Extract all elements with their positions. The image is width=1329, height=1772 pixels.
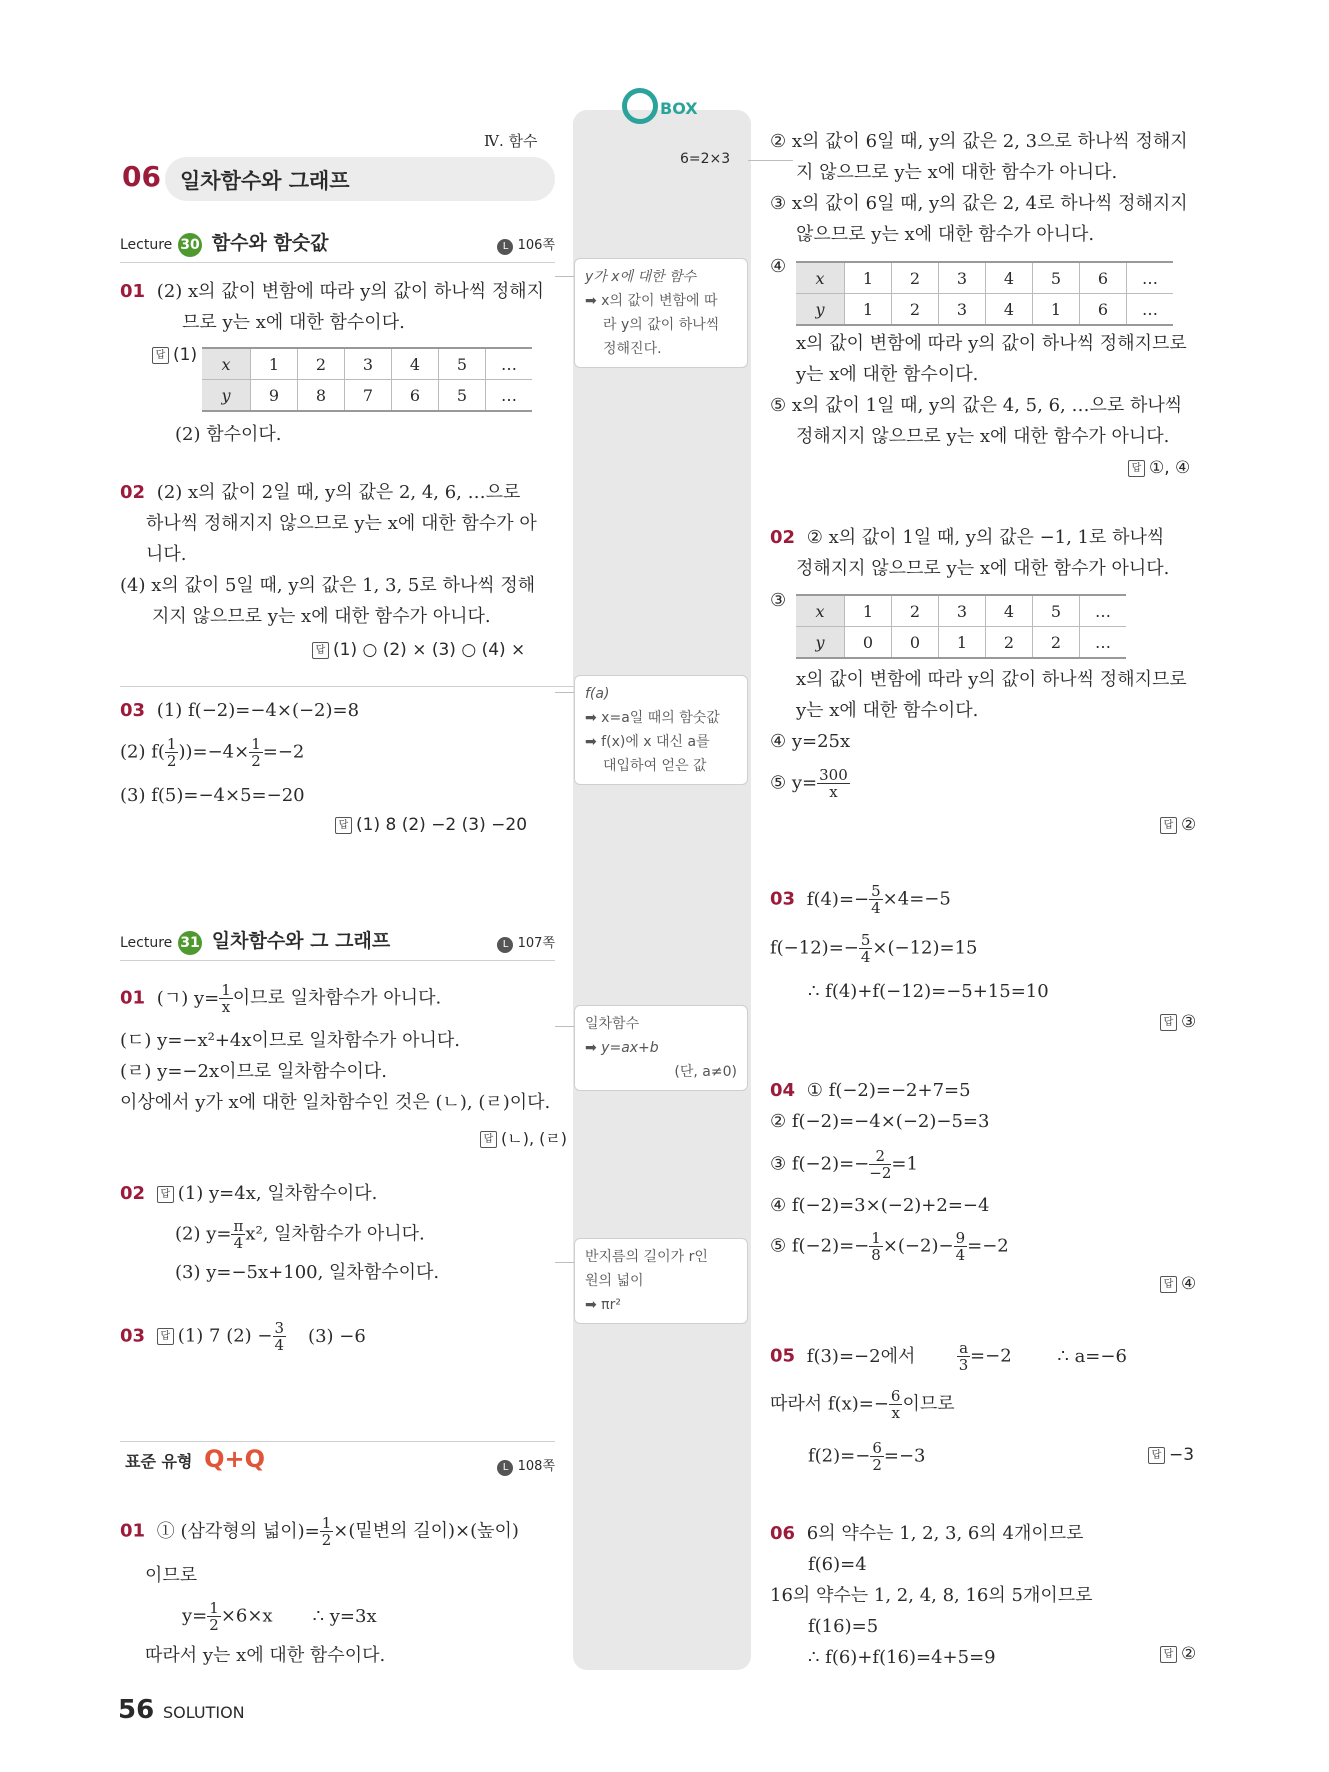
text-part: 이므로 일차함수가 아니다. <box>232 987 442 1009</box>
numerator: a <box>959 1339 969 1357</box>
cell: y <box>796 627 845 659</box>
text-line: f(16)=5 <box>808 1616 879 1637</box>
text-part: (3) −6 <box>308 1325 366 1347</box>
cell: 0 <box>892 627 939 659</box>
l31-q02 <box>120 1178 377 1209</box>
r-q05-2 <box>770 1388 955 1421</box>
answer <box>1148 1445 1194 1465</box>
text-part: 이므로 <box>902 1393 955 1415</box>
text-part: (2) f( <box>120 741 165 763</box>
cell: 3 <box>345 348 392 380</box>
cell: 8 <box>298 380 345 412</box>
q-number: 01 <box>120 281 146 302</box>
r-q04 <box>770 1075 989 1137</box>
lecture31-header <box>120 926 555 961</box>
table-row <box>796 595 1126 627</box>
std-q01-eq <box>182 1600 377 1633</box>
text-line: (ㄹ) y=−2x이므로 일차함수이다. <box>120 1061 388 1082</box>
footer-label: SOLUTION <box>163 1703 245 1722</box>
std-logo: Q+Q <box>204 1445 266 1473</box>
q-number: 06 <box>770 1523 796 1544</box>
text-line: 정해지지 않으므로 y는 x에 대한 함수가 아니다. <box>796 558 1170 579</box>
cell: 1 <box>845 294 892 326</box>
cell: 1 <box>1033 294 1080 326</box>
fraction <box>869 1230 883 1263</box>
numerator: 1 <box>221 981 231 999</box>
qbox-factor: 6=2×3 <box>680 151 731 167</box>
cell: 2 <box>986 627 1033 659</box>
cell: 5 <box>439 348 486 380</box>
answer <box>1160 1644 1196 1664</box>
table-row <box>202 380 532 412</box>
r-q04-5 <box>770 1230 1009 1263</box>
text-part: f(4)=− <box>806 888 870 910</box>
leader-line <box>555 276 575 277</box>
answer-text: (1) <box>173 345 198 365</box>
l30-q01 <box>120 276 560 338</box>
text-line: ① f(−2)=−2+7=5 <box>806 1080 971 1101</box>
numerator: 1 <box>321 1514 332 1532</box>
text-part: ③ f(−2)=− <box>770 1153 870 1175</box>
standard-type-header <box>125 1445 555 1481</box>
answer-icon: 답 <box>312 642 329 659</box>
lecture-number: 30 <box>178 233 202 257</box>
memo-line: 라 y의 값이 하나씩 <box>603 317 720 333</box>
r-q02 <box>770 522 1169 584</box>
q-number: 02 <box>770 527 796 548</box>
r-q03-2 <box>770 932 978 965</box>
answer <box>335 815 527 835</box>
cell: x <box>796 595 845 627</box>
text-line: 지지 않으므로 y는 x에 대한 함수가 아니다. <box>152 606 491 627</box>
cell: 1 <box>845 262 892 294</box>
item-marker: ④ <box>770 256 787 277</box>
text-line: ∴ f(4)+f(−12)=−5+15=10 <box>808 981 1049 1002</box>
text-line: 이상에서 y가 x에 대한 일차함수인 것은 (ㄴ), (ㄹ)이다. <box>120 1092 551 1113</box>
text-part: =−2 <box>970 1345 1012 1367</box>
leader-line <box>555 1262 575 1263</box>
text-line: 정해지지 않으므로 y는 x에 대한 함수가 아니다. <box>796 426 1170 447</box>
lecture-number: 31 <box>178 931 202 955</box>
text-part: ① (삼각형의 넓이)= <box>156 1520 320 1542</box>
text-part: ⑤ y= <box>770 772 818 794</box>
answer-icon: 답 <box>480 1131 497 1148</box>
q-number: 03 <box>770 888 796 910</box>
text-line: 므로 y는 x에 대한 함수이다. <box>182 312 405 333</box>
q-number: 01 <box>120 987 146 1009</box>
answer-icon: 답 <box>157 1328 174 1345</box>
cell: x <box>796 262 845 294</box>
table-row <box>796 627 1126 659</box>
answer-text: (1) 8 (2) −2 (3) −20 <box>356 815 528 835</box>
r-q01-lines-2 <box>770 328 1187 452</box>
answer-text: −3 <box>1169 1445 1195 1465</box>
divider <box>120 1441 555 1442</box>
cell: 2 <box>892 294 939 326</box>
answer-text: ③ <box>1181 1012 1197 1032</box>
cell: x <box>202 348 251 380</box>
lecture-label: Lecture <box>120 935 173 951</box>
answer-text: ④ <box>1181 1274 1197 1294</box>
page-number: 56 <box>118 1695 155 1725</box>
memo-line: f(a) <box>585 686 610 702</box>
text-line: ④ y=25x <box>770 731 851 752</box>
text-line: y는 x에 대한 함수이다. <box>796 700 979 721</box>
denominator: x <box>829 783 838 801</box>
text-part: ×(−2)− <box>882 1235 954 1257</box>
text-part: ∴ a=−6 <box>1057 1345 1127 1367</box>
lecture-title: 함수와 함숫값 <box>211 232 329 254</box>
text-part: ∴ y=3x <box>312 1605 377 1627</box>
text-line: ∴ f(6)+f(16)=4+5=9 <box>808 1647 996 1668</box>
q-number: 05 <box>770 1345 796 1367</box>
text-line: (2) 함수이다. <box>175 424 282 445</box>
text-line: ② x의 값이 1일 때, y의 값은 −1, 1로 하나씩 <box>806 527 1165 548</box>
answer-text: (ㄴ), (ㄹ) <box>501 1129 568 1148</box>
numerator: 9 <box>955 1229 966 1247</box>
text-line: 니다. <box>146 544 187 565</box>
lecture30-header <box>120 228 555 263</box>
cell: 2 <box>298 348 345 380</box>
page-ref: L 108쪽 <box>497 1455 555 1476</box>
q-number: 03 <box>120 1325 146 1347</box>
cell: 7 <box>345 380 392 412</box>
cell: 3 <box>939 595 986 627</box>
table-row <box>796 262 1173 294</box>
q-number: 02 <box>120 1183 146 1204</box>
memo-line: 반지름의 길이가 r인 <box>585 1249 708 1265</box>
numerator: 2 <box>869 1148 891 1165</box>
value-table-1 <box>202 347 532 412</box>
denominator: 4 <box>955 1246 966 1264</box>
page-ref-text: 108쪽 <box>517 1459 555 1474</box>
cell: 0 <box>845 627 892 659</box>
section-number: 06 <box>122 160 161 193</box>
text-line: 16의 약수는 1, 2, 4, 8, 16의 5개이므로 <box>770 1585 1093 1606</box>
std-label: 표준 유형 <box>125 1452 193 1471</box>
fraction <box>869 1148 891 1181</box>
cell: 4 <box>986 595 1033 627</box>
text-part: ×(−12)=15 <box>872 937 978 959</box>
fraction <box>165 736 179 769</box>
text-line: ② x의 값이 6일 때, y의 값은 2, 3으로 하나씩 정해지 <box>770 131 1188 152</box>
numerator: 6 <box>890 1387 901 1405</box>
denominator: x <box>891 1404 900 1422</box>
denominator: 2 <box>209 1616 219 1634</box>
memo-line: ➡ y=ax+b <box>585 1040 659 1056</box>
qbox-logo <box>622 88 698 124</box>
text-part: (2) y= <box>175 1223 232 1245</box>
lecture-label: Lecture <box>120 237 173 253</box>
numerator: 3 <box>274 1319 285 1337</box>
answer <box>480 1126 567 1149</box>
text-part: x², 일차함수가 아니다. <box>245 1223 425 1245</box>
text-part: (ㄱ) y= <box>156 987 220 1009</box>
fraction <box>870 1440 884 1473</box>
cell: 1 <box>845 595 892 627</box>
answer <box>312 640 525 660</box>
text-line: (1) f(−2)=−4×(−2)=8 <box>156 700 360 721</box>
q-number: 03 <box>120 700 146 721</box>
answer-text: (1) ○ (2) × (3) ○ (4) × <box>333 640 526 660</box>
q-number: 01 <box>120 1520 146 1542</box>
page-ref: L 107쪽 <box>497 932 555 953</box>
fraction <box>231 1218 245 1251</box>
text-line: x의 값이 변함에 따라 y의 값이 하나씩 정해지므로 <box>796 333 1187 354</box>
fraction <box>207 1600 221 1633</box>
page-ref: L 106쪽 <box>497 234 555 255</box>
l31-q01-lines <box>120 1025 550 1118</box>
text-line: ⑤ x의 값이 1일 때, y의 값은 4, 5, 6, …으로 하나씩 <box>770 395 1183 416</box>
numerator: 6 <box>872 1439 882 1457</box>
fraction <box>957 1340 970 1373</box>
memo-line: ➡ x의 값이 변함에 따 <box>585 293 718 309</box>
denominator: 4 <box>274 1336 285 1354</box>
cell: 3 <box>939 294 986 326</box>
memo-circle-area <box>574 1238 748 1324</box>
text-part: ⑤ f(−2)=− <box>770 1235 870 1257</box>
cell: 6 <box>1080 294 1127 326</box>
table-row <box>202 348 532 380</box>
text-part: =−2 <box>262 741 305 763</box>
memo-line: ➡ x=a일 때의 함숫값 <box>585 710 720 726</box>
value-table-2 <box>796 261 1173 326</box>
text-part: ×(밑변의 길이)×(높이) <box>333 1520 519 1542</box>
memo-line: 정해진다. <box>603 341 662 357</box>
text-part: =1 <box>891 1153 918 1175</box>
answer-icon: 답 <box>1160 1646 1177 1663</box>
cell: … <box>1080 627 1127 659</box>
text-part: )=−4× <box>185 741 250 763</box>
denominator: 4 <box>871 899 881 917</box>
cell: 5 <box>1033 595 1080 627</box>
denominator: 4 <box>860 948 871 966</box>
text-part: ×4=−5 <box>882 888 951 910</box>
chapter-label: Ⅳ. 함수 <box>484 132 538 150</box>
lecture-title: 일차함수와 그 그래프 <box>211 930 391 952</box>
cell: 2 <box>1033 627 1080 659</box>
text-part: y= <box>182 1605 208 1627</box>
fraction <box>273 1320 287 1353</box>
answer-icon: 답 <box>335 817 352 834</box>
denominator: 2 <box>872 1456 882 1474</box>
text-line: 이므로 <box>145 1565 198 1586</box>
answer-icon: 답 <box>1160 817 1177 834</box>
text-line: ④ f(−2)=3×(−2)+2=−4 <box>770 1195 990 1216</box>
text-line: ② f(−2)=−4×(−2)−5=3 <box>770 1111 990 1132</box>
numerator: π <box>233 1217 244 1235</box>
leader-line <box>555 692 575 693</box>
cell: 2 <box>892 262 939 294</box>
text-part: f(−12)=− <box>770 937 859 959</box>
text-line: 지 않으므로 y는 x에 대한 함수가 아니다. <box>796 162 1118 183</box>
q-number: 04 <box>770 1080 796 1101</box>
text-part: ×6×x <box>220 1605 273 1627</box>
cell: 1 <box>939 627 986 659</box>
answer-label <box>152 345 197 365</box>
text-part: f(2)=− <box>808 1445 871 1467</box>
answer <box>1160 1274 1196 1294</box>
l31-q02-2 <box>175 1218 425 1251</box>
denominator: 3 <box>958 1356 969 1374</box>
numerator: 5 <box>860 931 871 949</box>
text-part: f(3)=−2에서 <box>806 1345 916 1367</box>
cell: y <box>202 380 251 412</box>
cell: 6 <box>1080 262 1127 294</box>
text-line: y는 x에 대한 함수이다. <box>796 364 979 385</box>
answer-icon: 답 <box>1128 460 1145 477</box>
fraction <box>954 1230 968 1263</box>
qbox-label: BOX <box>660 98 698 118</box>
r-q01-lines <box>770 126 1188 250</box>
numerator: 5 <box>871 882 881 900</box>
std-q01 <box>120 1515 519 1548</box>
cell: 5 <box>439 380 486 412</box>
memo-line: (단, a≠0) <box>674 1064 737 1080</box>
cell: … <box>486 380 533 412</box>
memo-line: ➡ f(x)에 x 대신 a를 <box>585 734 710 750</box>
cell: 9 <box>251 380 298 412</box>
cell: y <box>796 294 845 326</box>
answer <box>1160 1012 1196 1032</box>
numerator: 1 <box>871 1229 881 1247</box>
memo-line: y가 x에 대한 함수 <box>585 269 697 285</box>
memo-function-value <box>574 675 748 785</box>
memo-line: 대입하여 얻은 값 <box>603 758 707 774</box>
text-part: =−3 <box>883 1445 926 1467</box>
denominator: 2 <box>321 1531 332 1549</box>
memo-linear-function <box>574 1005 748 1091</box>
text-line: 않으므로 y는 x에 대한 함수가 아니다. <box>796 224 1095 245</box>
fraction <box>817 767 850 800</box>
text-part: (1) 7 (2) − <box>177 1325 273 1347</box>
cell: 6 <box>392 380 439 412</box>
numerator: 1 <box>209 1599 219 1617</box>
denominator: 2 <box>251 752 261 770</box>
fraction <box>219 982 233 1015</box>
answer-icon: 답 <box>1160 1276 1177 1293</box>
answer-icon: 답 <box>152 347 169 364</box>
text-line: ③ x의 값이 6일 때, y의 값은 2, 4로 하나씩 정해지지 <box>770 193 1188 214</box>
r-q05-3 <box>808 1440 926 1473</box>
text-line: (3) y=−5x+100, 일차함수이다. <box>175 1262 440 1283</box>
answer <box>1160 815 1196 835</box>
cell: 2 <box>892 595 939 627</box>
cell: … <box>486 348 533 380</box>
cell: … <box>1127 294 1174 326</box>
memo-line: 일차함수 <box>585 1016 640 1032</box>
page-ref-text: 107쪽 <box>517 936 555 951</box>
fraction <box>889 1388 903 1421</box>
numerator: 1 <box>251 735 261 753</box>
denominator: 2 <box>166 752 177 770</box>
memo-line: 원의 넓이 <box>585 1273 644 1289</box>
cell: 1 <box>251 348 298 380</box>
text-line: (ㄷ) y=−x²+4x이므로 일차함수가 아니다. <box>120 1030 460 1051</box>
text-line: (2) x의 값이 2일 때, y의 값은 2, 4, 6, …으로 <box>156 482 521 503</box>
cell: 3 <box>939 262 986 294</box>
l31-q01 <box>120 982 441 1015</box>
divider <box>120 686 575 687</box>
item-marker: ③ <box>770 590 787 611</box>
text-line: x의 값이 변함에 따라 y의 값이 하나씩 정해지므로 <box>796 669 1187 690</box>
text-part: =−2 <box>967 1235 1009 1257</box>
r-q05 <box>770 1340 1127 1373</box>
cell: 4 <box>392 348 439 380</box>
answer-icon: 답 <box>157 1186 174 1203</box>
q-number: 02 <box>120 482 146 503</box>
memo-line: ➡ πr² <box>585 1297 621 1313</box>
l30-q03 <box>120 695 359 726</box>
answer-icon: 답 <box>1148 1447 1165 1464</box>
cell: … <box>1080 595 1127 627</box>
r-q06 <box>770 1518 1093 1673</box>
denominator: 8 <box>871 1246 881 1264</box>
cell: 4 <box>986 262 1033 294</box>
fraction <box>869 883 883 916</box>
text-line: (4) x의 값이 5일 때, y의 값은 1, 3, 5로 하나씩 정해 <box>120 575 536 596</box>
text-line: 하나씩 정해지지 않으므로 y는 x에 대한 함수가 아 <box>146 513 537 534</box>
fraction <box>249 736 263 769</box>
text-line: (3) f(5)=−4×5=−20 <box>120 785 305 806</box>
cell: 5 <box>1033 262 1080 294</box>
l31-q03 <box>120 1320 366 1353</box>
answer <box>1128 458 1190 478</box>
denominator: 4 <box>233 1234 244 1252</box>
answer-text: ② <box>1181 815 1197 835</box>
denominator: x <box>221 998 231 1016</box>
fraction <box>320 1515 334 1548</box>
leader-line <box>555 1026 575 1027</box>
answer-text: ①, ④ <box>1149 458 1191 478</box>
cell: … <box>1127 262 1174 294</box>
r-q04-3 <box>770 1148 918 1181</box>
l30-q02 <box>120 477 537 632</box>
text-part: 따라서 f(x)=− <box>770 1393 889 1415</box>
text-line: f(6)=4 <box>808 1554 867 1575</box>
r-q03 <box>770 883 951 916</box>
text-line: (1) y=4x, 일차함수이다. <box>177 1183 378 1204</box>
r-q02-5 <box>770 767 850 800</box>
r-q02-lines <box>770 664 1187 757</box>
fraction <box>859 932 873 965</box>
page-ref-text: 106쪽 <box>517 238 555 253</box>
numerator: 1 <box>166 735 177 753</box>
numerator: 300 <box>819 766 848 784</box>
cell: 4 <box>986 294 1033 326</box>
answer-icon: 답 <box>1160 1014 1177 1031</box>
value-table-3 <box>796 594 1126 659</box>
text-line: 6의 약수는 1, 2, 3, 6의 4개이므로 <box>806 1523 1084 1544</box>
l30-q03-2: (2) f( $\frac{1}{2}$ ))=−4× $\frac{1}{2}$ =−2 <box>120 735 305 770</box>
denominator: −2 <box>869 1164 892 1182</box>
text-line: 따라서 y는 x에 대한 함수이다. <box>145 1645 386 1666</box>
section-title: 일차함수와 그래프 <box>180 169 350 193</box>
table-row <box>796 294 1173 326</box>
memo-function-def <box>574 258 748 368</box>
answer-text: ② <box>1181 1644 1197 1664</box>
text-line: (2) x의 값이 변함에 따라 y의 값이 하나씩 정해지 <box>156 281 544 302</box>
